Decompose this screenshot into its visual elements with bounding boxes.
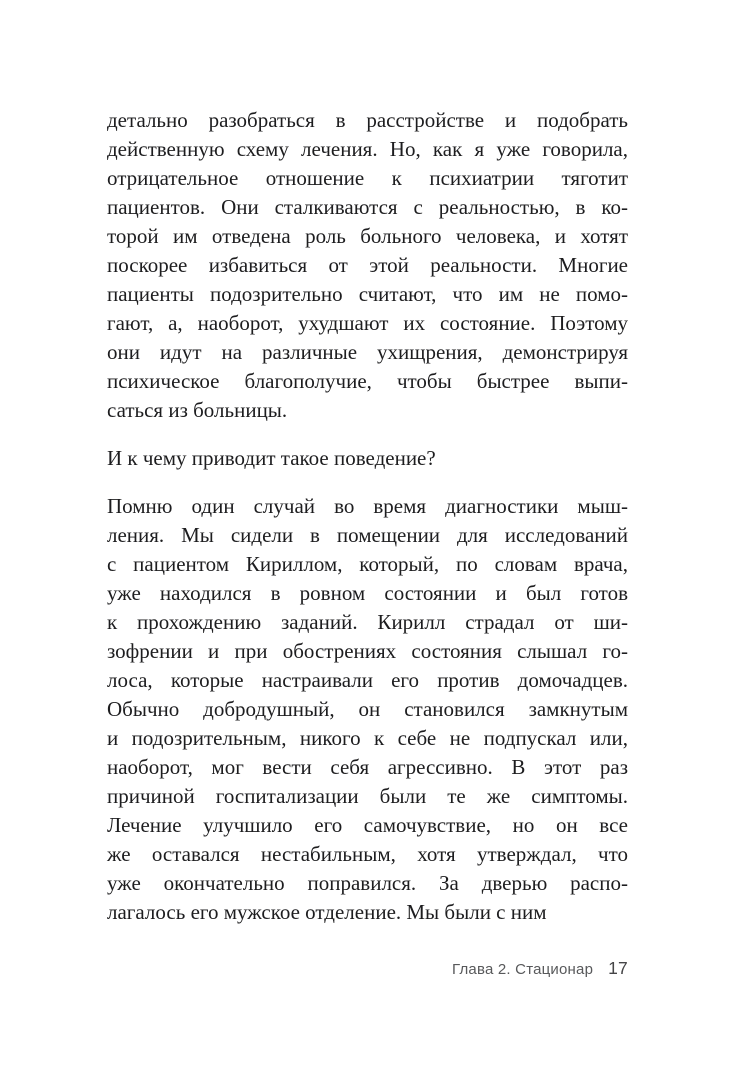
text-line: лоса, которые настраивали его против домочадцев. — [107, 668, 628, 692]
footer-chapter-label: Глава 2. Стационар — [452, 961, 594, 978]
text-line: лагалось его мужское отделение. Мы были с ним — [107, 900, 547, 924]
text-line: они идут на различные ухищрения, демонстрируя — [107, 340, 628, 364]
text-line: и подозрительным, никого к себе не подпускал или, — [107, 726, 628, 750]
text-line: саться из больницы. — [107, 398, 288, 422]
paragraph — [107, 106, 628, 425]
text-line: действенную схему лечения. Но, как я уже говорила, — [107, 137, 628, 161]
text-line: поскорее избавиться от этой реальности. Многие — [107, 253, 628, 277]
text-line: уже окончательно поправился. За дверью распо- — [107, 871, 628, 895]
text-line: пациентов. Они сталкиваются с реальностью, в ко- — [107, 195, 628, 219]
text-line: ления. Мы сидели в помещении для исследований — [107, 523, 628, 547]
text-line: уже находился в ровном состоянии и был готов — [107, 581, 628, 605]
text-line: Помню один случай во время диагностики мыш- — [107, 494, 628, 518]
text-line: к прохождению заданий. Кирилл страдал от ши- — [107, 610, 628, 634]
text-line: отрицательное отношение к психиатрии тяготит — [107, 166, 628, 190]
text-line: пациенты подозрительно считают, что им не помо- — [107, 282, 628, 306]
page-footer — [107, 957, 628, 981]
paragraph — [107, 444, 628, 473]
paragraph — [107, 492, 628, 927]
text-line: торой им отведена роль больного человека, и хотят — [107, 224, 628, 248]
text-line: гают, а, наоборот, ухудшают их состояние. Поэтому — [107, 311, 628, 335]
text-line: Обычно добродушный, он становился замкнутым — [107, 697, 628, 721]
text-line: И к чему приводит такое поведение? — [107, 446, 436, 470]
text-line: Лечение улучшило его самочувствие, но он все — [107, 813, 628, 837]
text-line: наоборот, мог вести себя агрессивно. В этот раз — [107, 755, 628, 779]
text-line: же оставался нестабильным, хотя утверждал, что — [107, 842, 628, 866]
text-line: зофрении и при обострениях состояния слышал го- — [107, 639, 628, 663]
text-line: причиной госпитализации были те же симптомы. — [107, 784, 628, 808]
text-line: с пациентом Кириллом, который, по словам врача, — [107, 552, 628, 576]
page-text — [107, 106, 628, 927]
footer-page-number: 17 — [608, 958, 628, 978]
text-line: детально разобраться в расстройстве и подобрать — [107, 108, 628, 132]
text-line: психическое благополучие, чтобы быстрее выпи- — [107, 369, 628, 393]
